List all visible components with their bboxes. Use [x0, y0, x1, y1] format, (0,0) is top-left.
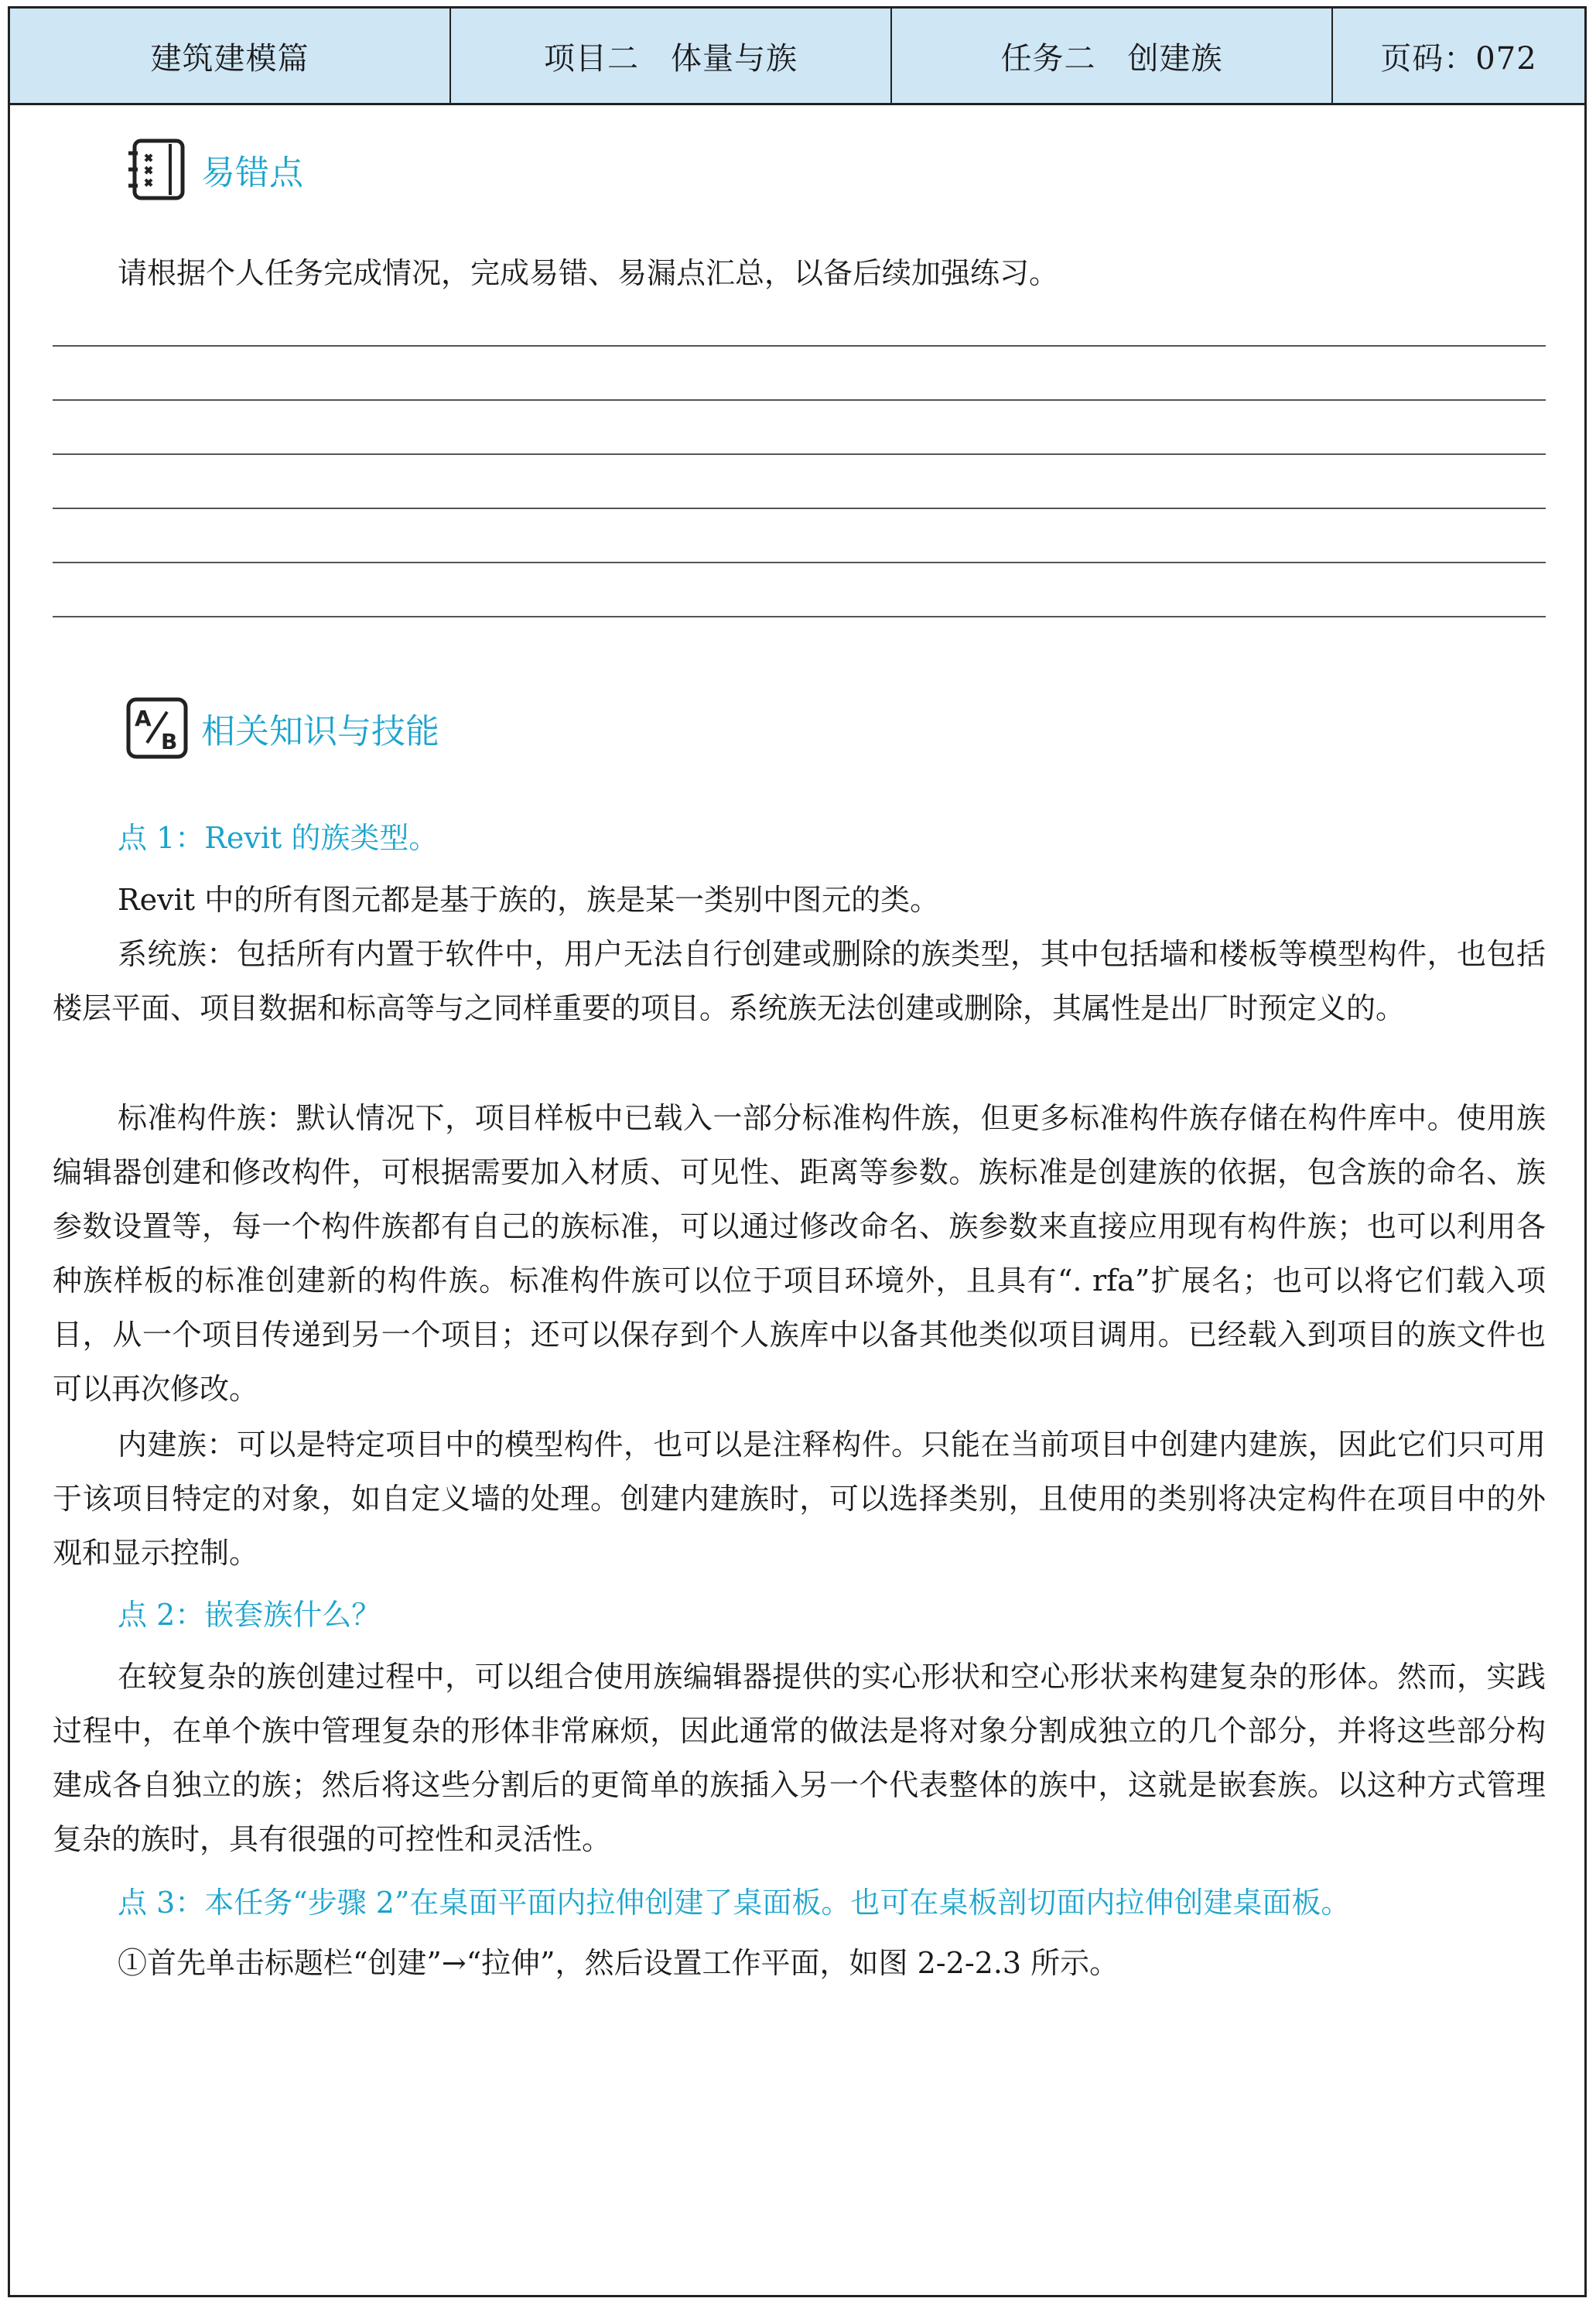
- blank-line: [53, 345, 1546, 347]
- mistakes-instruction: 请根据个人任务完成情况，完成易错、易漏点汇总，以备后续加强练习。: [118, 256, 1059, 290]
- header-page-number: 页码：072: [1380, 40, 1537, 77]
- paragraph-system-family: 系统族：包括所有内置于软件中，用户无法自行创建或删除的族类型，其中包括墙和楼板等模型构件，也包括楼层平面、项目数据和标高等与之同样重要的项目。系统族无法创建或删除，其属性是出厂时预定义的。: [53, 937, 1546, 1025]
- paragraph-standard-family: 标准构件族：默认情况下，项目样板中已载入一部分标准构件族，但更多标准构件族存储在构件库中。使用族编辑器创建和修改构件，可根据需要加入材质、可见性、距离等参数。族标准是创建族的依据，包含族的命名、族参数设置等，每一个构件族都有自己的族标准，可以通过修改命名、族参数来直接应用现有构件族；也可以利用各种族样板的标准创建新的构件族。标准构件族可以位于项目环境外，且具有“. rfa”扩展名；也可以将它们载入项目，从一个项目传递到另一个项目；还可以保存到个人族库中以备其他类似项目调用。已经载入到项目的族文件也可以再次修改。: [53, 1101, 1546, 1406]
- point3-title: 点 3：本任务“步骤 2”在桌面平面内拉伸创建了桌面板。也可在桌板剖切面内拉伸创建桌面板。: [118, 1886, 1351, 1920]
- blank-line: [53, 399, 1546, 401]
- blank-line: [53, 562, 1546, 563]
- paragraph-nested-family: 在较复杂的族创建过程中，可以组合使用族编辑器提供的实心形状和空心形状来构建复杂的形体。然而，实践过程中，在单个族中管理复杂的形体非常麻烦，因此通常的做法是将对象分割成独立的几个部分，并将这些部分构建成各自独立的族；然后将这些分割后的更简单的族插入另一个代表整体的族中，这就是嵌套族。以这种方式管理复杂的族时，具有很强的可控性和灵活性。: [53, 1660, 1546, 1856]
- header-task: 任务二 创建族: [892, 9, 1333, 103]
- blank-line: [53, 508, 1546, 509]
- header-project: 项目二 体量与族: [451, 9, 892, 103]
- knowledge-section-title: [124, 695, 439, 761]
- paragraph-revit-intro: Revit 中的所有图元都是基于族的，族是某一类别中图元的类。: [118, 883, 940, 917]
- mistakes-title: 易错点: [201, 153, 303, 193]
- mistakes-section-title: [124, 136, 303, 203]
- page-header: [8, 6, 1587, 105]
- header-section: 建筑建模篇: [10, 9, 451, 103]
- knowledge-title: 相关知识与技能: [201, 712, 439, 751]
- blank-line: [53, 453, 1546, 455]
- blank-line: [53, 616, 1546, 617]
- point1-title: 点 1：Revit 的族类型。: [118, 821, 439, 855]
- paragraph-step-one: ①首先单击标题栏“创建”→“拉伸”，然后设置工作平面，如图 2-2-2.3 所示。: [118, 1946, 1119, 1980]
- paragraph-inplace-family: 内建族：可以是特定项目中的模型构件，也可以是注释构件。只能在当前项目中创建内建族，因此它们只可用于该项目特定的对象，如自定义墙的处理。创建内建族时，可以选择类别，且使用的类别将决定构件在项目中的外观和显示控制。: [53, 1428, 1546, 1570]
- svg-text:B: B: [161, 729, 178, 754]
- notebook-checklist-icon: [124, 136, 190, 203]
- point2-title: 点 2：嵌套族什么？: [118, 1598, 381, 1632]
- ab-knowledge-icon: [124, 695, 190, 761]
- svg-text:A: A: [135, 706, 152, 731]
